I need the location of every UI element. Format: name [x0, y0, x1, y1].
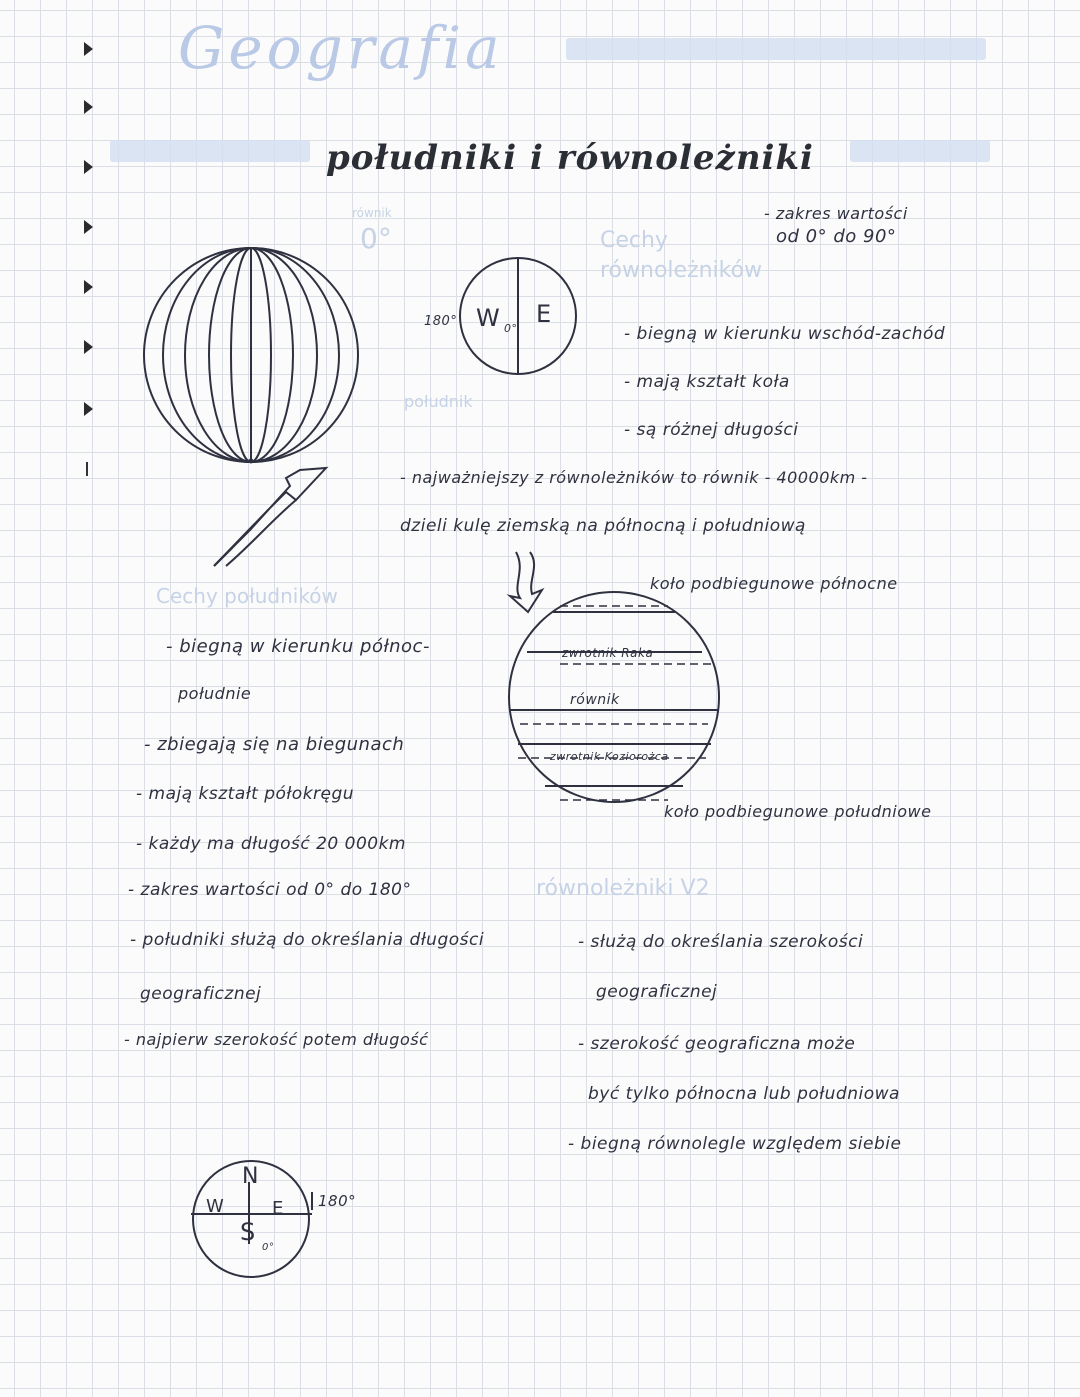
equator-note-line1: - najważniejszy z równoleżników to równik - 40000km -: [400, 468, 868, 487]
faint-rownik-small: równik: [352, 206, 392, 220]
label-tropic-cancer: zwrotnik Raka: [562, 646, 654, 660]
globe-label-e: E: [536, 300, 552, 328]
parallels2-feature-5: - biegną równolegle względem siebie: [568, 1134, 902, 1154]
meridian-feature-8: geograficznej: [140, 984, 262, 1004]
parallels2-feature-3: - szerokość geograficzna może: [578, 1034, 856, 1054]
compass-180: 180°: [318, 1192, 357, 1210]
label-equator: równik: [570, 692, 620, 708]
compass-zero: 0°: [262, 1242, 275, 1253]
meridian-feature-6: - zakres wartości od 0° do 180°: [128, 880, 412, 900]
faint-rownolezniki-v2: równoleżniki V2: [536, 876, 710, 901]
parallels-feature-3: - są różnej długości: [624, 420, 799, 440]
label-antarctic-circle: koło podbiegunowe południowe: [664, 802, 932, 821]
meridian-feature-1: - biegną w kierunku północ-: [166, 636, 430, 657]
parallels-feature-1: - biegną w kierunku wschód-zachód: [624, 324, 946, 344]
range-value: od 0° do 90°: [776, 226, 897, 247]
compass-s: S: [240, 1218, 256, 1246]
globe-label-180: 180°: [424, 314, 458, 329]
meridian-feature-5: - każdy ma długość 20 000km: [136, 834, 406, 854]
faint-cechy-poludnikow: Cechy południków: [156, 584, 338, 608]
faint-cechy-rownoleznikow: Cechy równoleżników: [600, 228, 763, 283]
meridian-globe: [144, 248, 358, 462]
arrow-up-icon: [214, 468, 326, 566]
parallels-feature-2: - mają kształt koła: [624, 372, 790, 392]
arrow-down-icon: [510, 552, 542, 612]
compass-e: E: [272, 1198, 284, 1219]
meridian-feature-2: południe: [178, 684, 252, 703]
faint-poludnik: południk: [404, 392, 473, 411]
meridian-feature-4: - mają kształt półokręgu: [136, 784, 355, 804]
range-label: - zakres wartości: [764, 204, 908, 223]
label-arctic-circle: koło podbiegunowe północne: [650, 574, 898, 593]
parallels2-feature-4: być tylko północna lub południowa: [588, 1084, 900, 1104]
compass-w: W: [206, 1196, 225, 1217]
globe-label-zero: 0°: [504, 322, 518, 335]
globe-label-w: W: [476, 304, 501, 332]
parallels2-feature-2: geograficznej: [596, 982, 718, 1002]
page-heading: południki i równoleżniki: [326, 138, 814, 178]
parallels2-feature-1: - służą do określania szerokości: [578, 932, 864, 952]
page-title: Geografia: [178, 14, 504, 82]
compass-n: N: [242, 1164, 259, 1189]
equator-note-line2: dzieli kulę ziemską na północną i południową: [400, 516, 806, 536]
faint-zero: 0°: [360, 222, 392, 255]
meridian-feature-9: - najpierw szerokość potem długość: [124, 1030, 429, 1049]
meridian-feature-3: - zbiegają się na biegunach: [144, 734, 405, 755]
meridian-feature-7: - południki służą do określania długości: [130, 930, 485, 950]
label-tropic-capricorn: zwrotnik Koziorożca: [550, 750, 669, 763]
